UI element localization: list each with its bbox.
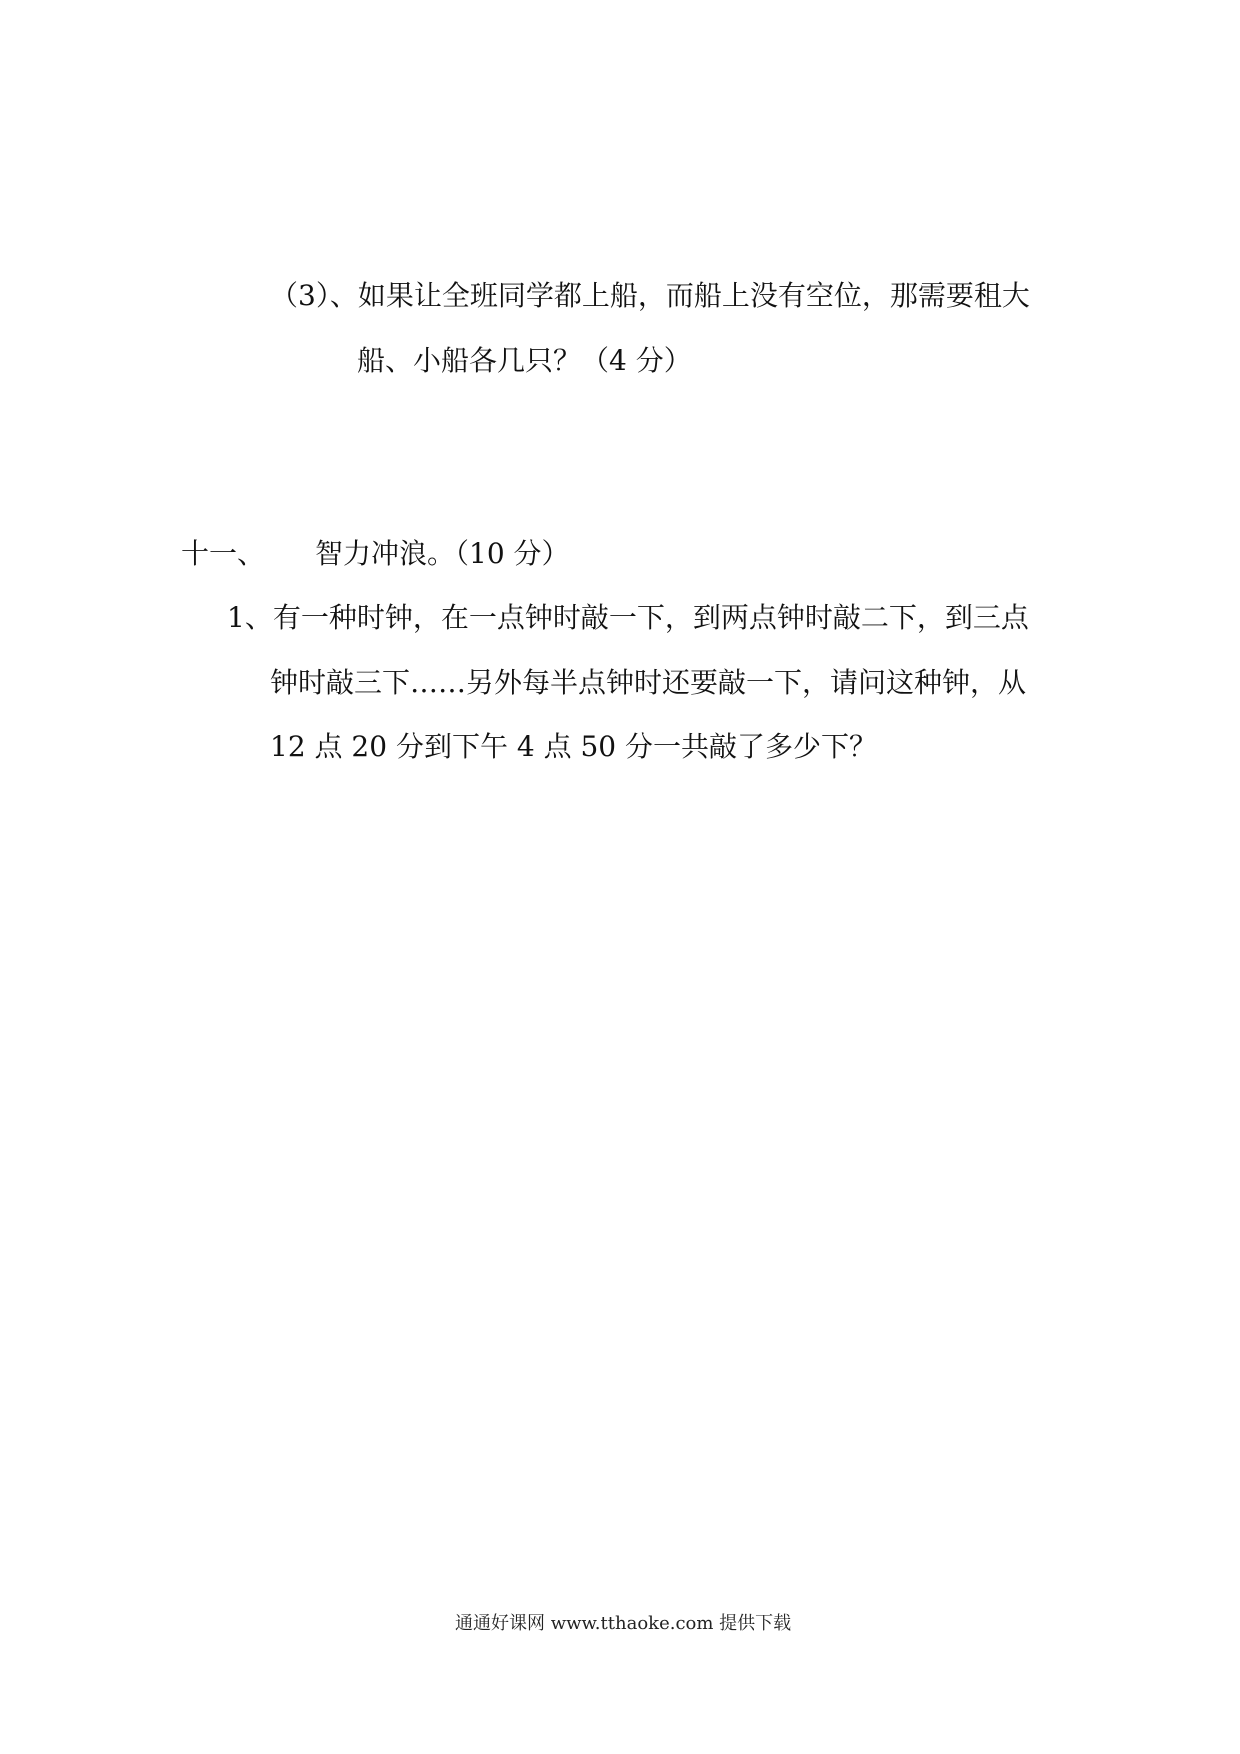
problem-1-line-3: 12 点 20 分到下午 4 点 50 分一共敲了多少下？ <box>270 730 878 763</box>
problem-1-line-1: 1、有一种时钟，在一点钟时敲一下，到两点钟时敲二下，到三点 <box>227 601 1029 634</box>
problem-1-line-2: 钟时敲三下……另外每半点钟时还要敲一下，请问这种钟，从 <box>270 666 1027 699</box>
question-3-line-2: 船、小船各几只？（4 分） <box>357 344 692 377</box>
footer-text: 通通好课网 www.tthaoke.com 提供下载 <box>455 1613 792 1634</box>
section-11-title: 智力冲浪。（10 分） <box>315 537 570 570</box>
question-3-line-1: （3）、如果让全班同学都上船，而船上没有空位，那需要租大 <box>270 279 1030 312</box>
section-11-number: 十一、 <box>181 537 266 570</box>
